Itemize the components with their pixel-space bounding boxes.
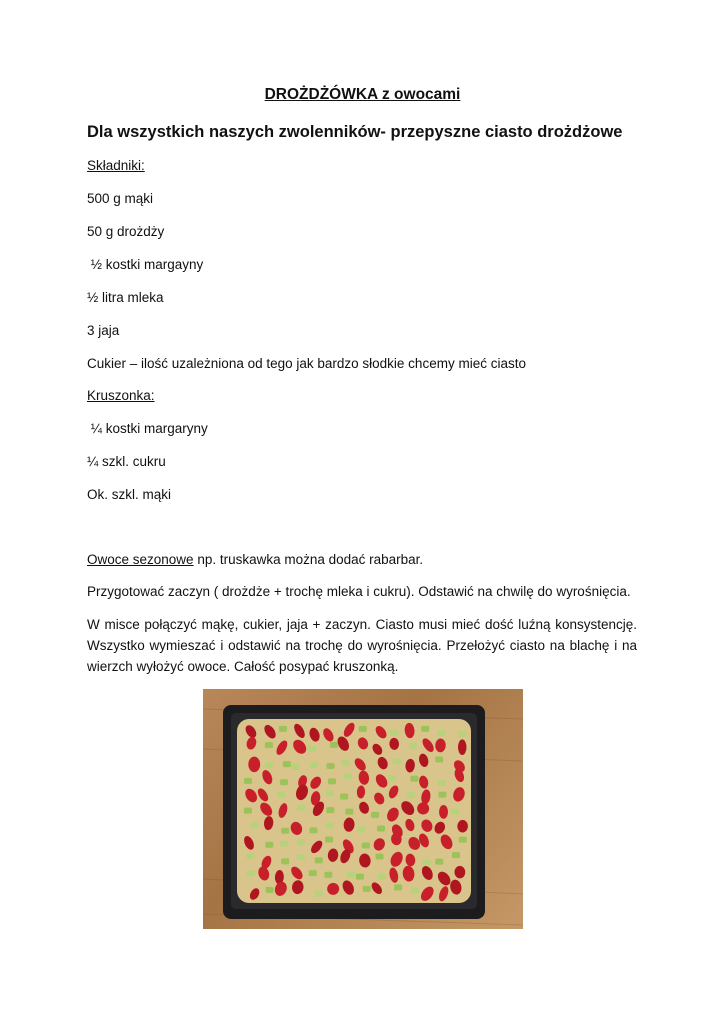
fruit-piece: [280, 841, 288, 847]
crumble-item: ¼ kostki margaryny: [87, 421, 208, 436]
fruit-piece: [439, 805, 448, 819]
fruit-piece: [283, 761, 291, 767]
ingredient-item: ½ kostki margayny: [87, 257, 204, 272]
fruit-piece: [326, 823, 334, 829]
fruit-piece: [324, 872, 332, 878]
ingredient-item: 50 g drożdży: [87, 224, 165, 239]
fruit-piece: [280, 779, 288, 785]
fruit-piece: [326, 790, 334, 796]
crumble-heading: Kruszonka:: [87, 388, 155, 403]
recipe-title: DROŻDŻÓWKA z owocami: [264, 86, 461, 103]
fruit-piece: [265, 842, 273, 848]
instruction-step: W misce połączyć mąkę, cukier, jaja + zaczyn. Ciasto musi mieć dość luźną konsystencję. Wszystko wymieszać i odstawić na trochę do wyrośnięcia. Przełożyć ciasto na blachę i na wierzch wyłożyć owoce. Całość posypać kruszonką.: [87, 617, 637, 674]
instruction-step: Przygotować zaczyn ( drożdże + trochę mleka i cukru). Odstawić na chwilę do wyrośnięcia.: [87, 584, 631, 599]
fruit-text: np. truskawka można dodać rabarbar.: [193, 552, 424, 567]
cake-photo-illustration: [203, 689, 523, 929]
fruit-piece: [309, 827, 317, 833]
fruit-piece: [377, 825, 385, 831]
fruit-piece: [345, 809, 353, 815]
fruit-piece: [458, 731, 466, 737]
fruit-piece: [326, 807, 334, 813]
fruit-piece: [314, 891, 322, 897]
cake-photo: [203, 689, 523, 929]
fruit-piece: [310, 762, 318, 768]
fruit-piece: [344, 773, 352, 779]
fruit-piece: [458, 739, 466, 755]
crumble-item: ¼ szkl. cukru: [87, 454, 166, 469]
fruit-piece: [342, 760, 350, 766]
fruit-piece: [281, 828, 289, 834]
fruit-piece: [410, 776, 418, 782]
fruit-piece: [327, 763, 335, 769]
fruit-piece: [357, 826, 365, 832]
fruit-piece: [265, 742, 273, 748]
fruit-piece: [371, 812, 379, 818]
fruit-piece: [394, 884, 402, 890]
fruit-piece: [362, 842, 370, 848]
fruit-piece: [378, 873, 386, 879]
fruit-piece: [277, 791, 285, 797]
fruit-piece: [246, 853, 254, 859]
ingredients-heading: Składniki:: [87, 158, 145, 173]
fruit-piece: [390, 729, 398, 735]
fruit-piece: [330, 742, 338, 748]
fruit-piece: [297, 854, 305, 860]
fruit-piece: [356, 874, 364, 880]
fruit-piece: [438, 792, 446, 798]
fruit-piece: [407, 792, 415, 798]
fruit-piece: [244, 808, 252, 814]
fruit-piece: [435, 859, 443, 865]
fruit-piece: [309, 870, 317, 876]
fruit-piece: [248, 757, 260, 773]
fruit-piece: [266, 887, 274, 893]
fruit-piece: [340, 793, 348, 799]
fruit-piece: [347, 872, 355, 878]
fruit-label: Owoce sezonowe: [87, 552, 194, 567]
fruit-piece: [452, 852, 460, 858]
fruit-piece: [438, 780, 446, 786]
fruit-piece: [244, 778, 252, 784]
ingredient-item: 500 g mąki: [87, 191, 154, 206]
fruit-piece: [459, 837, 467, 843]
fruit-piece: [411, 887, 419, 893]
fruit-piece: [251, 822, 259, 828]
fruit-piece: [265, 762, 273, 768]
fruit-piece: [315, 857, 323, 863]
fruit-piece: [359, 726, 367, 732]
fruit-piece: [247, 870, 255, 876]
fruit-piece: [363, 886, 371, 892]
ingredient-item: Cukier – ilość uzależniona od tego jak bardzo słodkie chcemy mieć ciasto: [87, 356, 526, 371]
fruit-piece: [376, 853, 384, 859]
ingredient-item: ½ litra mleka: [87, 290, 164, 305]
ingredient-item: 3 jaja: [87, 323, 120, 338]
fruit-piece: [437, 730, 445, 736]
fruit-piece: [325, 836, 333, 842]
recipe-subtitle: Dla wszystkich naszych zwolenników- przepyszne ciasto drożdżowe: [87, 123, 623, 141]
fruit-line: [87, 552, 423, 567]
fruit-piece: [388, 775, 396, 781]
fruit-piece: [393, 758, 401, 764]
fruit-piece: [423, 860, 431, 866]
fruit-piece: [308, 746, 316, 752]
fruit-piece: [409, 743, 417, 749]
crumble-item: Ok. szkl. mąki: [87, 487, 172, 502]
fruit-piece: [281, 858, 289, 864]
fruit-piece: [297, 839, 305, 845]
fruit-piece: [421, 726, 429, 732]
fruit-piece: [297, 805, 305, 811]
fruit-piece: [328, 778, 336, 784]
fruit-piece: [435, 756, 443, 762]
fruit-piece: [292, 764, 300, 770]
fruit-piece: [279, 726, 287, 732]
fruit-piece: [451, 809, 459, 815]
